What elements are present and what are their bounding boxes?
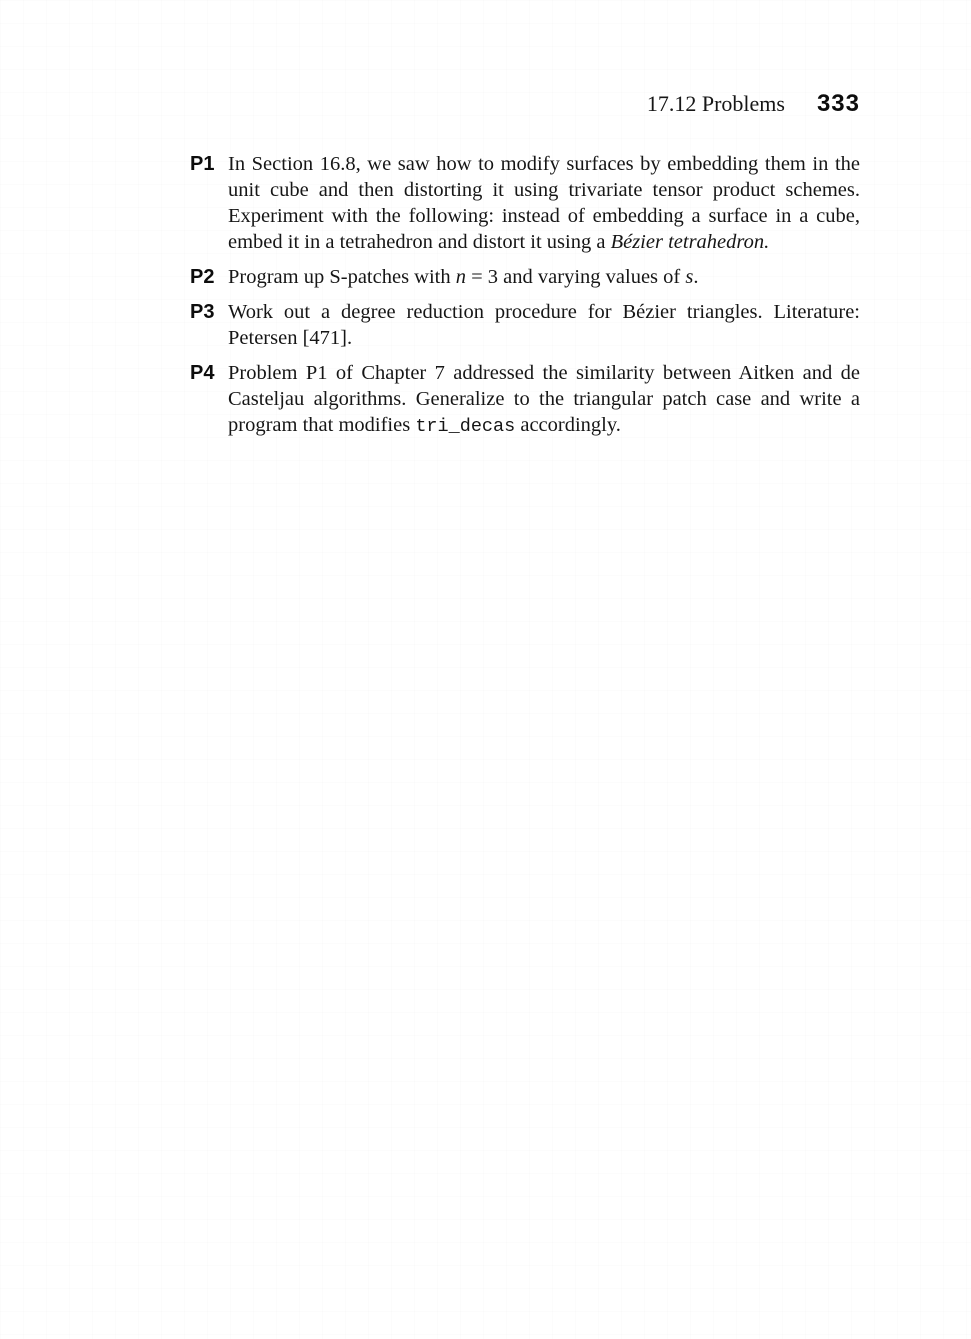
problem-text-segment: Bézier tetrahedron. (610, 231, 770, 253)
problem-text-segment: Program up S-patches with (228, 266, 456, 288)
page-header (647, 90, 860, 118)
problem-item-p2 (190, 264, 860, 290)
problem-text-segment: . (693, 266, 699, 288)
problems-list (190, 151, 860, 449)
problem-text (228, 299, 860, 351)
page-number: 333 (816, 90, 860, 117)
problem-item-p4 (190, 360, 860, 440)
problem-text-segment: Problem P1 of Chapter 7 addressed the similarity between Aitken and de Casteljau algorithms. Generalize to the triangular patch case and write a program that modifies (228, 362, 860, 436)
problem-text-segment: accordingly. (515, 414, 621, 436)
section-title: 17.12 Problems (646, 91, 785, 116)
problem-item-p3 (190, 299, 860, 351)
problem-text-segment: Work out a degree reduction procedure for Bézier triangles. Literature: Petersen [471]. (228, 301, 860, 349)
problem-label: P1 (190, 153, 215, 175)
problem-label: P3 (190, 301, 215, 323)
problem-text-segment: n (455, 266, 466, 288)
problem-text (228, 360, 860, 440)
problem-text-segment: In Section 16.8, we saw how to modify surfaces by embedding them in the unit cube and then distorting it using trivariate tensor product schemes. Experiment with the following: instead of embedding a surface in a cube, embed it in a tetrahedron and distort it using a (228, 153, 860, 253)
problem-label: P2 (190, 266, 215, 288)
problem-text (228, 151, 860, 255)
problem-item-p1 (190, 151, 860, 255)
problem-text (228, 264, 860, 290)
problem-text-segment: tri_decas (415, 416, 516, 437)
problem-text-segment: = 3 and varying values of (466, 266, 686, 288)
problem-label: P4 (190, 362, 215, 384)
problem-text-segment: s (685, 266, 694, 288)
